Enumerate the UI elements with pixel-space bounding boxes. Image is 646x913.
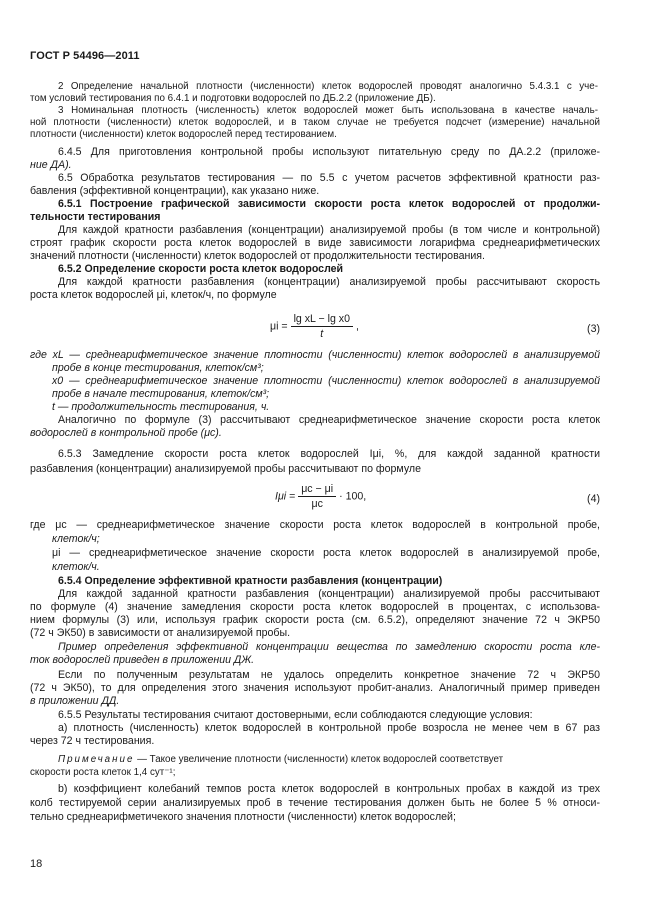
section-655-b-line-3: тельно среднеарифметичекого значения плотности (численности) клеток водорослей; — [30, 811, 456, 823]
where-4-line-1: где μc — среднеарифметическое значение скорости роста клеток водорослей в контрольной пробе, — [30, 519, 600, 531]
section-655-b-line-1: b) коэффициент колебаний темпов роста клеток водорослей в контрольных пробах в каждой из трех — [58, 783, 600, 795]
section-652-line-1: Для каждой кратности разбавления (концентрации) анализируемой пробы рассчитывают скорость — [58, 276, 600, 288]
formula-4-numerator: μc − μi — [298, 483, 336, 497]
section-651-heading-2: тельности тестирования — [30, 211, 161, 223]
section-652-line-2: роста клеток водорослей μi, клеток/ч, по формуле — [30, 289, 277, 301]
section-651-line-1: Для каждой кратности разбавления (концентрации) анализируемой пробы (в том числе и контрольной) — [58, 224, 600, 236]
p645-line-1: 6.4.5 Для приготовления контрольной пробы используют питательную среду по ДА.2.2 (приложе- — [58, 146, 600, 158]
formula-3-numerator: lg xL − lg x0 — [291, 313, 353, 327]
formula-3: μi = $\frac{\text{lg xL − lg x0}}{t}$ , — [270, 313, 359, 340]
note-text: — Такое увеличение плотности (численности) клеток водорослей соответствует — [134, 754, 504, 765]
formula-3-lhs: μi — [270, 320, 279, 333]
formula-3-denominator: t — [320, 328, 324, 340]
note-2-line-1: 2 Определение начальной плотности (численности) клеток водорослей проводят аналогично 5.4.3.1 с уче- — [58, 81, 598, 92]
section-654-line-1: Для каждой заданной кратности разбавления (концентрации) анализируемой пробы рассчитывают — [58, 588, 600, 600]
where-3-line-3: x0 — среднеарифметическое значение плотности (численности) клеток водорослей в анализируемой — [52, 375, 600, 387]
document-header: ГОСТ Р 54496—2011 — [30, 50, 140, 62]
section-654-line-8: (72 ч ЭК50), то для определения этого значения используют пробит-анализ. Аналогичный пример приведен — [30, 682, 600, 694]
where-3-line-5: t — продолжительность тестирования, ч. — [52, 401, 270, 413]
where-4-line-2: клеток/ч; — [52, 533, 100, 545]
where-3-line-1: где xL — среднеарифметическое значение плотности (численности) клеток водорослей в анализируемой — [30, 349, 600, 361]
formula-3-number: (3) — [587, 323, 600, 335]
where-4-line-3: μi — среднеарифметическое значение скорости роста клеток водорослей в анализируемой пробе, — [52, 547, 600, 559]
section-654-line-9: в приложении ДД. — [30, 695, 120, 707]
note-3-line-3: плотности (численности) клеток водорослей перед тестированием. — [30, 129, 337, 140]
note-3-line-1: 3 Номинальная плотность (численность) клеток водорослей может быть использована в качестве началь- — [58, 105, 598, 116]
where-4-line-4: клеток/ч. — [52, 561, 100, 573]
section-655-b-line-2: колб тестируемой серии анализируемых проб в течение тестирования должен быть не более 5 % относи- — [30, 797, 600, 809]
formula-4-denominator: μc — [311, 498, 323, 510]
section-654-heading: 6.5.4 Определение эффективной кратности разбавления (концентрации) — [58, 575, 443, 587]
section-654-line-2: по формуле (4) значение замедления скорости роста клеток водорослей в процентах, с использова- — [30, 601, 600, 613]
section-654-line-4: (72 ч ЭК50) в зависимости от анализируемой пробы. — [30, 627, 291, 639]
formula-4-number: (4) — [587, 493, 600, 505]
where-3-line-6: Аналогично по формуле (3) рассчитывают среднеарифметическое значение скорости роста клеток — [58, 414, 600, 426]
note-2-line-2: том условий тестирования по 6.4.1 и подготовки водорослей по ДБ.2.2 (приложение ДБ). — [30, 93, 436, 104]
section-655-line-1: 6.5.5 Результаты тестирования считают достоверными, если соблюдаются следующие условия: — [58, 709, 533, 721]
note-label: Примечание — [58, 754, 135, 765]
section-654-line-7: Если по полученным результатам не удалось определить конкретное значение 72 ч ЭКР50 — [58, 669, 600, 681]
formula-4-lhs: Iμi — [275, 490, 287, 503]
p65-line-1: 6.5 Обработка результатов тестирования — по 5.5 с учетом расчетов эффективной кратности раз- — [58, 172, 600, 184]
section-655-line-3: через 72 ч тестирования. — [30, 735, 155, 747]
where-3-line-4: пробе в начале тестирования, клеток/см³; — [52, 388, 270, 400]
page-number: 18 — [30, 858, 43, 870]
section-653-line-2: разбавления (концентрации) анализируемой пробы рассчитывают по формуле — [30, 463, 421, 475]
section-655-line-2: а) плотность (численность) клеток водорослей в контрольной пробе возросла не менее чем в 67 раз — [58, 722, 600, 734]
section-652-heading: 6.5.2 Определение скорости роста клеток водорослей — [58, 263, 344, 275]
section-654-example-2: ток водорослей приведен в приложении ДЖ. — [30, 654, 255, 666]
formula-4-tail: · 100, — [339, 490, 367, 503]
formula-4: Iμi = $\frac{\mu c - \mu i}{\mu c}$ · 100, — [275, 483, 367, 510]
section-655-note-line-1 — [58, 753, 600, 766]
section-651-line-3: значений плотности (численности) клеток водорослей от продолжительности тестирования. — [30, 250, 485, 262]
p645-line-2: ние ДА). — [30, 159, 72, 171]
p65-line-2: бавления (эффективной концентрации), как указано ниже. — [30, 185, 320, 197]
section-651-line-2: строят график скорости роста клеток водорослей в виде зависимости логарифма среднеарифметических — [30, 237, 600, 249]
where-3-line-7: водорослей в контрольной пробе (μc). — [30, 427, 222, 439]
section-653-line-1: 6.5.3 Замедление скорости роста клеток водорослей Iμi, %, для каждой заданной кратности — [58, 448, 600, 460]
section-651-heading-1: 6.5.1 Построение графической зависимости скорости роста клеток водорослей от продолжи- — [58, 198, 600, 210]
section-655-note-line-2: скорости роста клеток 1,4 сут⁻¹; — [30, 767, 176, 778]
section-654-line-3: нием формулы (3) или, используя график скорости роста (см. 6.5.2), определяют значение 72 ч ЭКР50 — [30, 614, 600, 626]
note-3-line-2: ной плотности (численности) клеток водорослей, и в таком случае не требуется подсчет (измерение) начальной — [30, 117, 600, 128]
section-654-example-1: Пример определения эффективной концентрации вещества по замедлению скорости роста кле- — [58, 641, 600, 653]
where-3-line-2: пробе в конце тестирования, клеток/см³; — [52, 362, 264, 374]
